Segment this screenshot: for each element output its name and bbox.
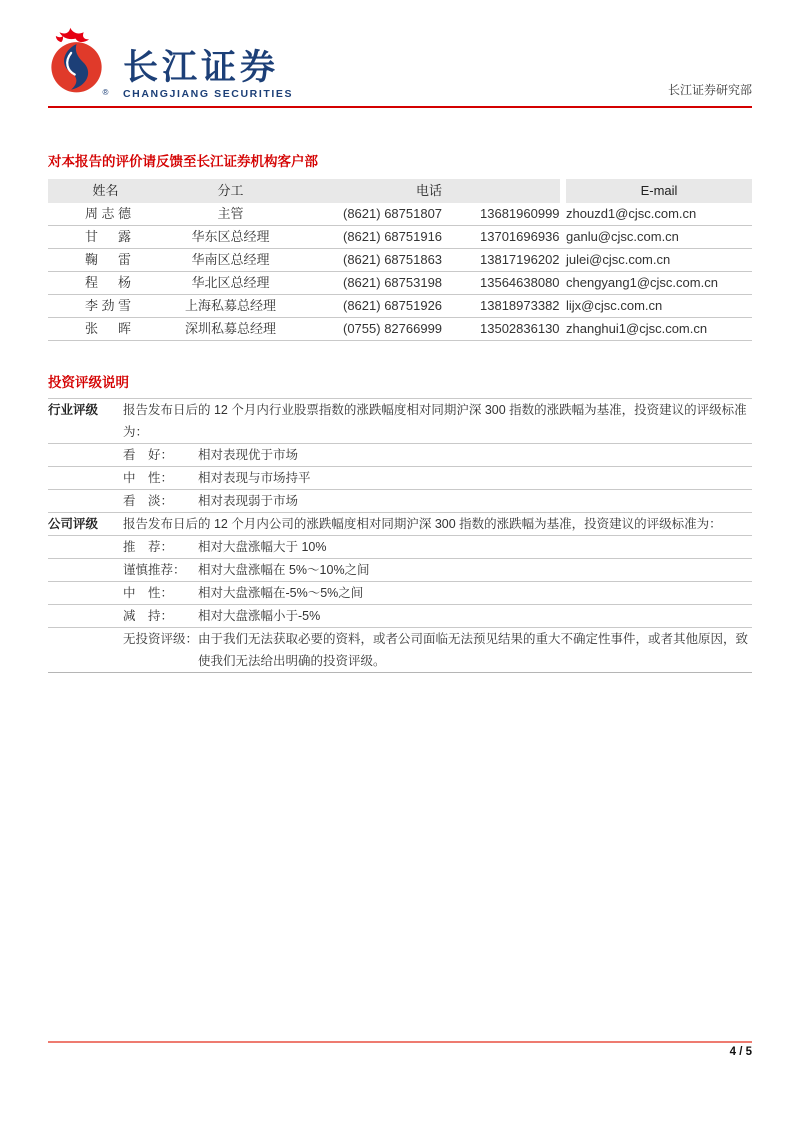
rating-section-title: 投资评级说明 bbox=[48, 375, 129, 390]
logo-english-name: CHANGJIANG SECURITIES bbox=[123, 88, 294, 100]
rating-category-label bbox=[48, 559, 123, 581]
table-row bbox=[48, 295, 752, 318]
rating-category-label: 公司评级 bbox=[48, 517, 99, 531]
rating-row bbox=[48, 489, 752, 512]
contact-mobile: 13701696936 bbox=[480, 229, 560, 244]
contact-phone-cell bbox=[298, 272, 560, 294]
rating-description: 相对表现与市场持平 bbox=[198, 471, 311, 485]
contact-mobile: 13817196202 bbox=[480, 252, 560, 267]
rating-description: 相对表现弱于市场 bbox=[198, 494, 299, 508]
rating-row bbox=[48, 443, 752, 466]
rating-category-label bbox=[48, 444, 123, 466]
rating-name: 减 持： bbox=[123, 609, 174, 623]
rating-row bbox=[48, 466, 752, 489]
table-row bbox=[48, 272, 752, 295]
column-header-email: E-mail bbox=[566, 179, 752, 203]
column-header-role: 分工 bbox=[163, 179, 298, 203]
logo-chinese-name: 长江证券 bbox=[123, 48, 280, 87]
contact-phone: (8621) 68751916 bbox=[343, 229, 443, 244]
column-header-phone: 电话 bbox=[298, 179, 560, 203]
rating-row bbox=[48, 512, 752, 535]
contact-role: 上海私募总经理 bbox=[184, 298, 276, 313]
contact-email[interactable]: ganlu@cjsc.com.cn bbox=[566, 229, 679, 244]
contact-name-cell bbox=[48, 318, 163, 340]
rating-name: 看 淡： bbox=[123, 494, 174, 508]
contact-name-cell bbox=[48, 272, 163, 294]
svg-text:®: ® bbox=[102, 88, 109, 96]
contact-mobile: 13564638080 bbox=[480, 275, 560, 290]
contact-role: 华北区总经理 bbox=[191, 275, 270, 290]
contact-phone-cell bbox=[298, 249, 560, 271]
rating-category-label bbox=[48, 490, 123, 512]
contact-email[interactable]: chengyang1@cjsc.com.cn bbox=[566, 275, 718, 290]
contact-name-cell bbox=[48, 295, 163, 317]
contact-email[interactable]: lijx@cjsc.com.cn bbox=[566, 298, 663, 313]
rating-row bbox=[48, 398, 752, 443]
rating-name: 中 性： bbox=[123, 471, 174, 485]
contact-email[interactable]: zhouzd1@cjsc.com.cn bbox=[566, 206, 697, 221]
rating-row bbox=[48, 535, 752, 558]
contact-role: 深圳私募总经理 bbox=[184, 321, 276, 336]
rating-row bbox=[48, 627, 752, 672]
rating-name: 谨慎推荐： bbox=[123, 563, 186, 577]
rating-description: 相对大盘涨幅小于-5% bbox=[198, 609, 321, 623]
contact-phone-cell bbox=[298, 226, 560, 248]
contact-mobile: 13818973382 bbox=[480, 298, 560, 313]
table-row bbox=[48, 318, 752, 341]
rating-row bbox=[48, 581, 752, 604]
page-number: 4 / 5 bbox=[729, 1046, 752, 1058]
contact-phone: (8621) 68751863 bbox=[343, 252, 443, 267]
feedback-section-title: 对本报告的评价请反馈至长江证券机构客户部 bbox=[48, 154, 318, 169]
contact-name-cell bbox=[48, 203, 163, 225]
contact-phone: (8621) 68751926 bbox=[343, 298, 443, 313]
contact-name-cell bbox=[48, 226, 163, 248]
contact-phone: (8621) 68751807 bbox=[343, 206, 443, 221]
rating-name: 无投资评级： bbox=[123, 632, 199, 646]
contact-name: 张 晖 bbox=[85, 321, 131, 336]
rating-category-label bbox=[48, 605, 123, 627]
contact-phone: (0755) 82766999 bbox=[343, 321, 443, 336]
rating-category-label: 行业评级 bbox=[48, 403, 99, 417]
contact-name: 周志德 bbox=[85, 206, 131, 221]
contact-role: 华东区总经理 bbox=[191, 229, 270, 244]
contact-email[interactable]: zhanghui1@cjsc.com.cn bbox=[566, 321, 708, 336]
contact-email[interactable]: julei@cjsc.com.cn bbox=[566, 252, 671, 267]
rating-description: 相对表现优于市场 bbox=[198, 448, 299, 462]
contact-name: 程 杨 bbox=[85, 275, 131, 290]
rating-name: 推 荐： bbox=[123, 540, 174, 554]
rating-description: 相对大盘涨幅大于 10% bbox=[198, 540, 327, 554]
rating-description: 报告发布日后的 12 个月内行业股票指数的涨跌幅度相对同期沪深 300 指数的涨跌幅为基准，投资建议的评级标准为： bbox=[123, 403, 747, 439]
rating-name: 看 好： bbox=[123, 448, 174, 462]
rating-category-label bbox=[48, 582, 123, 604]
column-header-name: 姓名 bbox=[48, 179, 163, 203]
rating-row bbox=[48, 558, 752, 581]
rating-description: 报告发布日后的 12 个月内公司的涨跌幅度相对同期沪深 300 指数的涨跌幅为基准，投资建议的评级标准为： bbox=[123, 517, 722, 531]
contact-name-cell bbox=[48, 249, 163, 271]
contact-name: 甘 露 bbox=[85, 229, 131, 244]
contact-mobile: 13502836130 bbox=[480, 321, 560, 336]
contact-role: 华南区总经理 bbox=[191, 252, 270, 267]
table-row bbox=[48, 249, 752, 272]
rating-category-label bbox=[48, 467, 123, 489]
rating-description: 相对大盘涨幅在-5%～5%之间 bbox=[198, 586, 364, 600]
contact-table-body bbox=[48, 203, 752, 341]
contact-mobile: 13681960999 bbox=[480, 206, 560, 221]
contact-phone-cell bbox=[298, 318, 560, 340]
rating-name: 中 性： bbox=[123, 586, 174, 600]
contact-phone-cell bbox=[298, 203, 560, 225]
contact-phone: (8621) 68753198 bbox=[343, 275, 443, 290]
page-header bbox=[48, 26, 752, 108]
contact-role: 主管 bbox=[217, 206, 244, 221]
rating-row bbox=[48, 604, 752, 627]
table-row bbox=[48, 226, 752, 249]
research-department-label: 长江证券研究部 bbox=[667, 83, 752, 97]
rating-description: 相对大盘涨幅在 5%～10%之间 bbox=[198, 563, 370, 577]
contact-table-header bbox=[48, 179, 752, 203]
logo-text bbox=[123, 50, 293, 101]
page-footer bbox=[48, 1041, 752, 1058]
rating-description: 由于我们无法获取必要的资料，或者公司面临无法预见结果的重大不确定性事件，或者其他原因，致使我们无法给出明确的投资评级。 bbox=[198, 632, 749, 668]
rating-table bbox=[48, 398, 752, 673]
rating-category-label bbox=[48, 536, 123, 558]
changjiang-logo-icon bbox=[48, 26, 114, 101]
rating-category-label bbox=[48, 628, 123, 672]
changjiang-logo bbox=[48, 26, 293, 101]
table-row bbox=[48, 203, 752, 226]
contact-phone-cell bbox=[298, 295, 560, 317]
contact-name: 鞠 雷 bbox=[85, 252, 131, 267]
contact-table bbox=[48, 179, 752, 341]
contact-name: 李劲雪 bbox=[85, 298, 131, 313]
